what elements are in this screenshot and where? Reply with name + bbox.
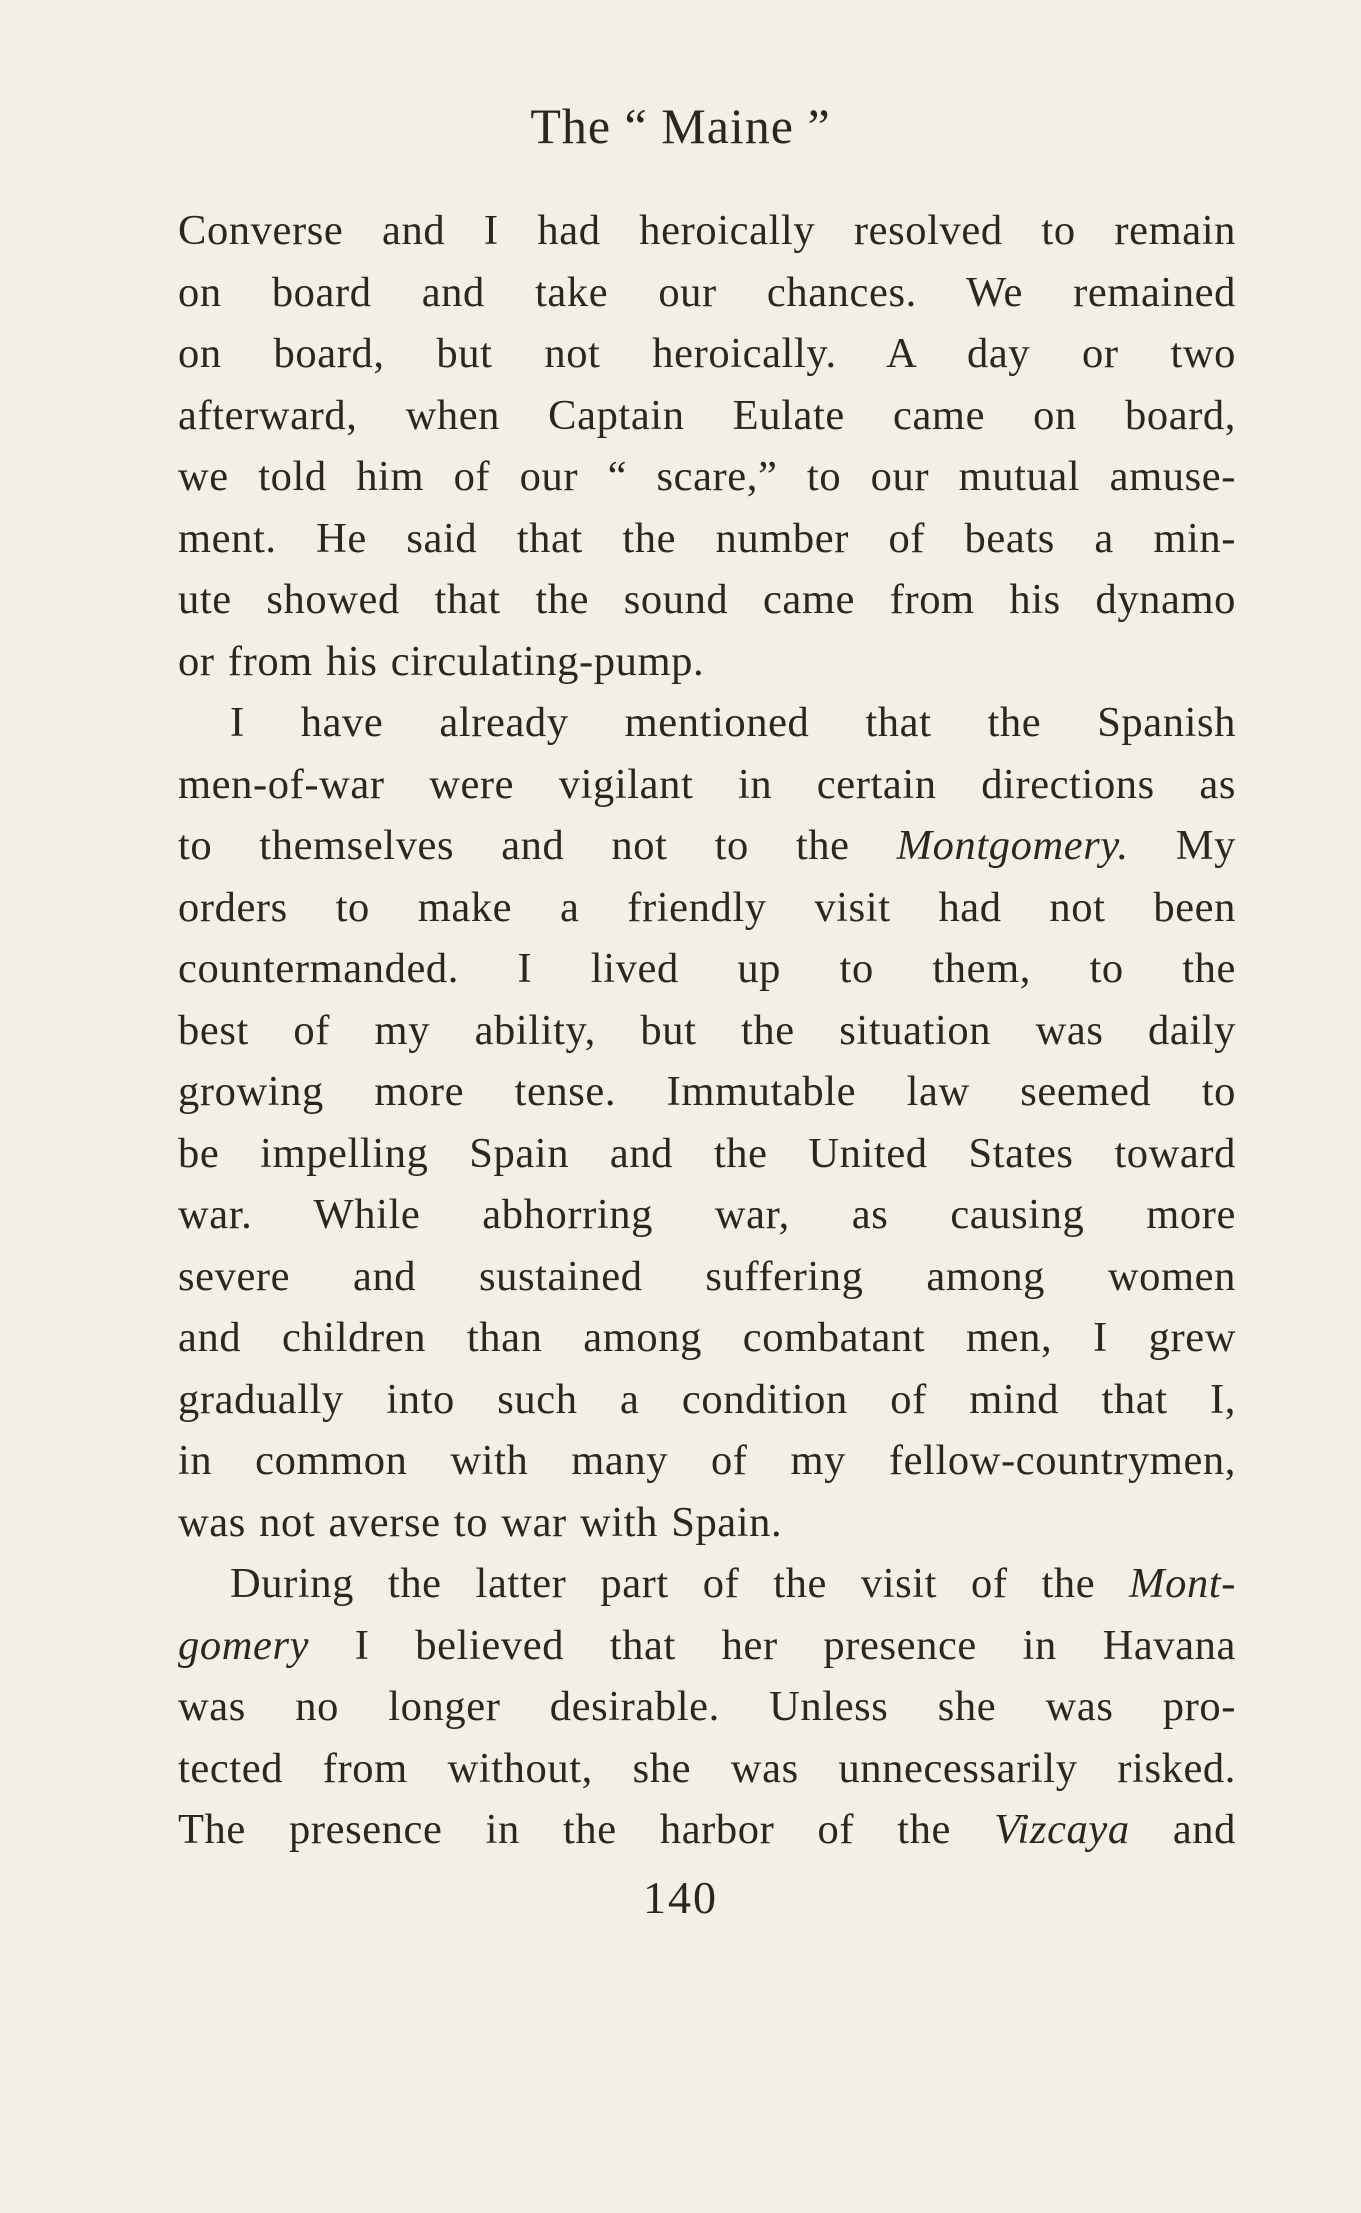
text-line: in common with many of my fellow-countrymen, [178,1437,1236,1484]
text-line: countermanded. I lived up to them, to the [178,945,1236,992]
text-line: During the latter part of the visit of the Mont- [230,1560,1236,1607]
text-line: I have already mentioned that the Spanish [230,699,1236,746]
body-text [178,200,1236,1861]
running-head: The “ Maine ” [530,98,831,154]
paragraph [178,200,1236,692]
paragraph [178,692,1236,1553]
text-line: and children than among combatant men, I grew [178,1314,1236,1361]
text-line: be impelling Spain and the United States toward [178,1129,1236,1177]
text-line: best of my ability, but the situation was daily [178,1006,1236,1054]
text-line: we told him of our “ scare,” to our mutual amuse- [178,453,1236,500]
text-line: was not averse to war with Spain. [178,1498,783,1546]
text-line: was no longer desirable. Unless she was pro- [178,1683,1236,1730]
text-line: orders to make a friendly visit had not been [178,883,1236,931]
paragraph [178,1553,1236,1861]
text-line: gomery I believed that her presence in Havana [178,1621,1236,1669]
text-line: ute showed that the sound came from his dynamo [178,576,1236,623]
text-line: severe and sustained suffering among women [178,1252,1236,1300]
text-line: on board, but not heroically. A day or two [178,330,1236,377]
text-line: on board and take our chances. We remained [178,268,1236,316]
text-line: to themselves and not to the Montgomery. My [178,822,1237,869]
page-number: 140 [643,1872,718,1923]
text-line: gradually into such a condition of mind that I, [178,1375,1236,1423]
text-line: tected from without, she was unnecessarily risked. [178,1744,1236,1792]
text-line: ment. He said that the number of beats a min- [178,514,1236,562]
text-line: growing more tense. Immutable law seemed to [178,1068,1236,1115]
text-line: or from his circulating-pump. [178,637,705,685]
text-line: Converse and I had heroically resolved to remain [178,207,1236,254]
text-line: war. While abhorring war, as causing more [178,1191,1236,1238]
text-line: The presence in the harbor of the Vizcaya and [178,1806,1237,1853]
text-line: afterward, when Captain Eulate came on board, [178,391,1236,439]
text-line: men-of-war were vigilant in certain directions as [178,760,1236,808]
